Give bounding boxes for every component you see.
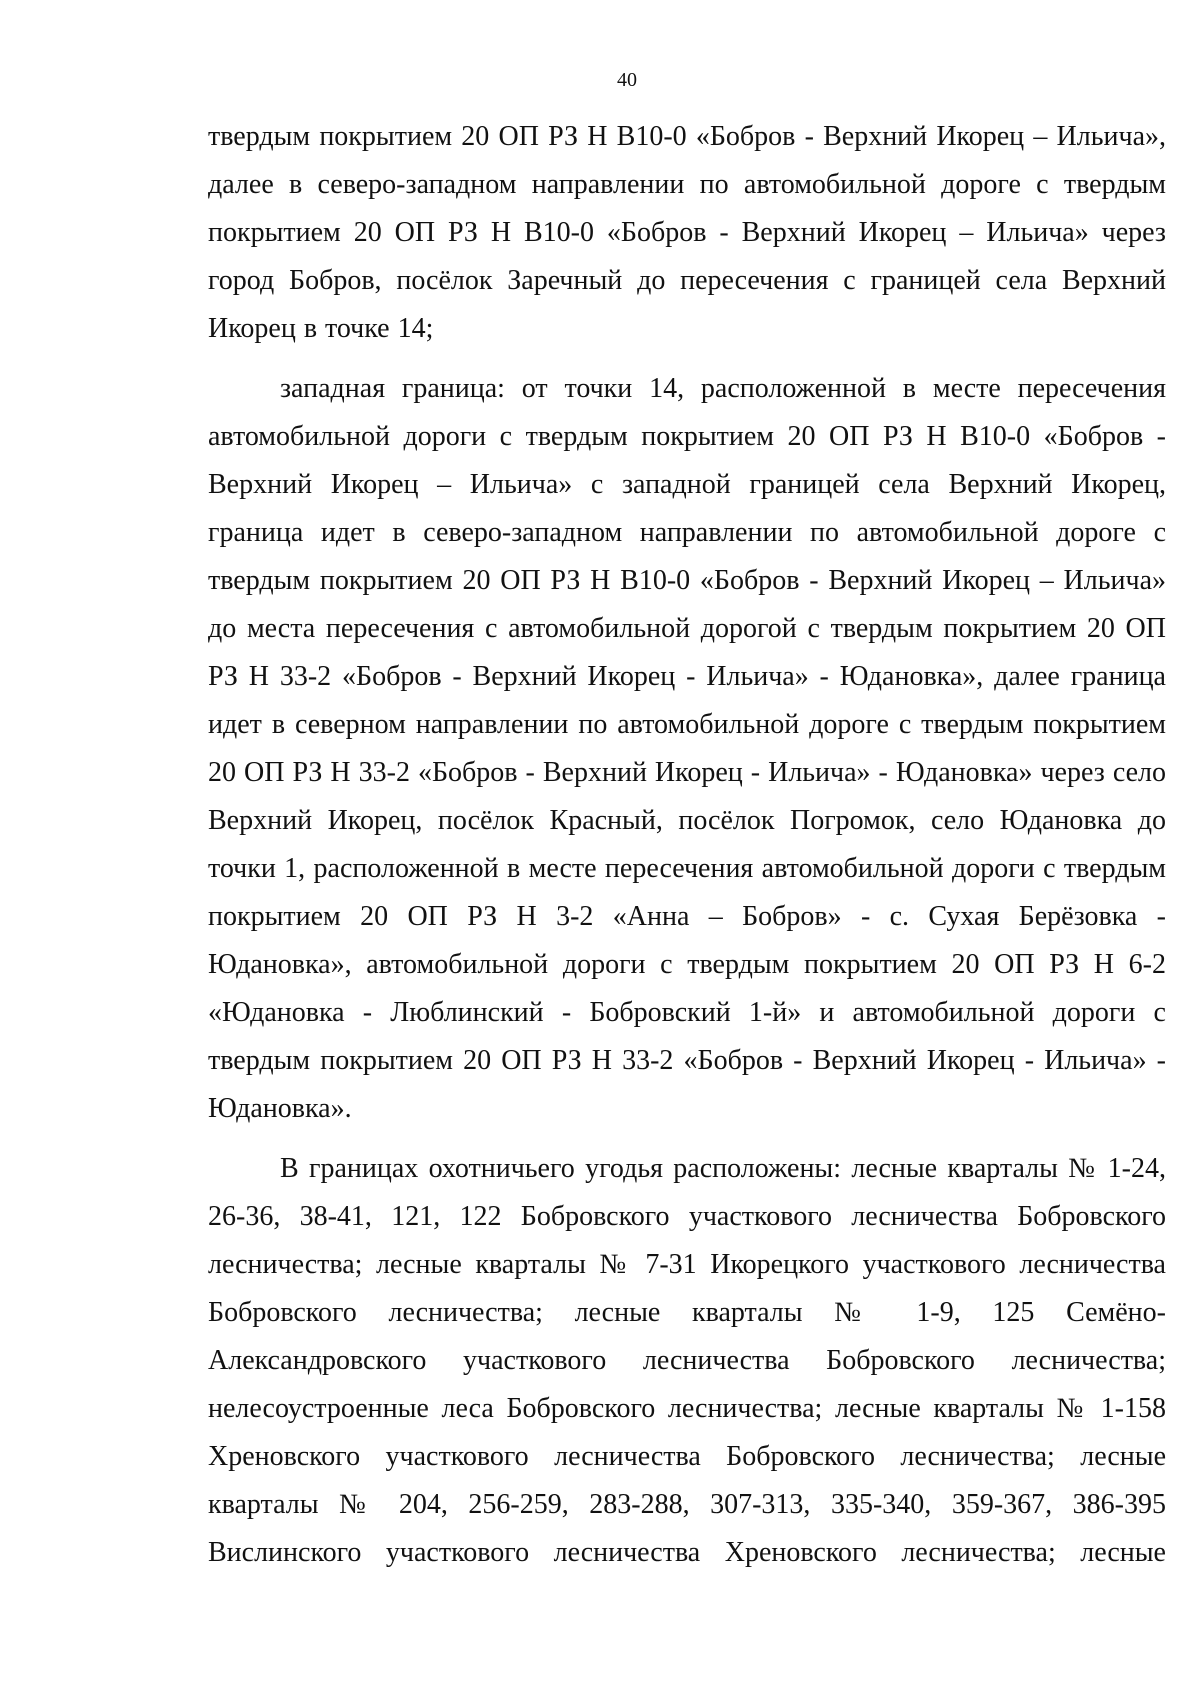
document-body bbox=[208, 113, 1166, 1673]
paragraph-western-border: западная граница: от точки 14, расположенной в месте пересечения автомобильной дороги с твердым покрытием 20 ОП РЗ Н В10-0 «Бобров - Верхний Икорец – Ильича» с западной границей села Верхний Икорец, граница идет в северо-западном направлении по автомобильной дороге с твердым покрытием 20 ОП РЗ Н В10-0 «Бобров - Верхний Икорец – Ильича» до места пересечения с автомобильной дорогой с твердым покрытием 20 ОП РЗ Н 33-2 «Бобров - Верхний Икорец - Ильича» - Юдановка», далее граница идет в северном направлении по автомобильной дороге с твердым покрытием 20 ОП РЗ Н 33-2 «Бобров - Верхний Икорец - Ильича» - Юдановка» через село Верхний Икорец, посёлок Красный, посёлок Погромок, село Юдановка до точки 1, расположенной в месте пересечения автомобильной дороги с твердым покрытием 20 ОП РЗ Н 3-2 «Анна – Бобров» - с. Сухая Берёзовка - Юдановка», автомобильной дороги с твердым покрытием 20 ОП РЗ Н 6-2 «Юдановка - Люблинский - Бобровский 1-й» и автомобильной дороги с твердым покрытием 20 ОП РЗ Н 33-2 «Бобров - Верхний Икорец - Ильича» - Юдановка». bbox=[208, 373, 1166, 1124]
paragraph-continuation: твердым покрытием 20 ОП РЗ Н В10-0 «Бобров - Верхний Икорец – Ильича», далее в северо-западном направлении по автомобильной дороге с твердым покрытием 20 ОП РЗ Н В10-0 «Бобров - Верхний Икорец – Ильича» через город Бобров, посёлок Заречный до пересечения с границей села Верхний Икорец в точке 14; bbox=[208, 121, 1166, 344]
page-number: 40 bbox=[617, 69, 637, 91]
paragraph-forest-quarters: В границах охотничьего угодья расположены: лесные кварталы № 1-24, 26-36, 38-41, 121, 122 Бобровского участкового лесничества Бобровского лесничества; лесные кварталы № 7-31 Икорецкого участкового лесничества Бобровского лесничества; лесные кварталы № 1-9, 125 Семёно-Александровского участкового лесничества Бобровского лесничества; нелесоустроенные леса Бобровского лесничества; лесные кварталы № 1-158 Хреновского участкового лесничества Бобровского лесничества; лесные кварталы № 204, 256-259, 283-288, 307-313, 335-340, 359-367, 386-395 Вислинского участкового лесничества Хреновского лесничества; лесные bbox=[208, 1153, 1166, 1568]
